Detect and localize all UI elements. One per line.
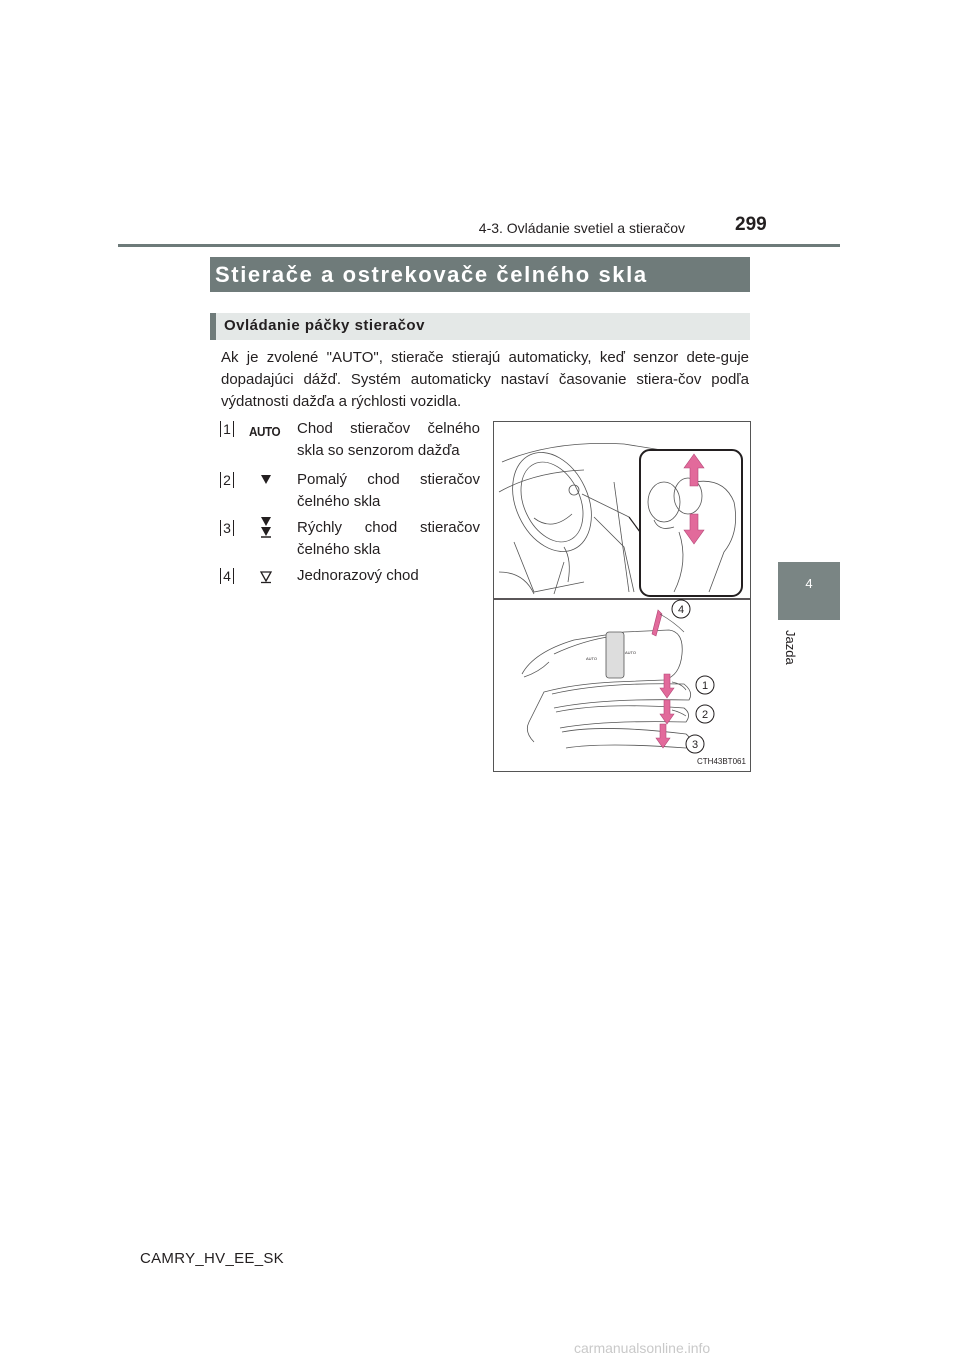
item-number-2: 2 [220,472,234,489]
lever-auto-label: AUTO [586,656,598,661]
item-number-3: 3 [220,520,234,537]
callout-4: 4 [677,604,685,616]
callout-3: 3 [691,739,699,751]
item-number-4: 4 [220,568,234,585]
subsection-accent [210,313,216,340]
header-rule [118,244,840,247]
lever-auto-label-2: AUTO [625,650,637,655]
figure-code: CTH43BT061 [697,757,746,766]
item-4-line1: Jednorazový chod [297,567,419,584]
auto-symbol: AUTO [249,424,281,439]
chapter-tab-label: Jazda [783,630,798,665]
item-3-line1: Rýchly chod stieračov [297,519,480,536]
single-down-triangle-icon [259,474,273,486]
section-reference: 4-3. Ovládanie svetiel a stieračov [478,220,685,236]
wiper-lever-figure [493,421,751,772]
callout-2: 2 [701,709,709,721]
item-1-text [297,418,480,462]
chapter-tab-number: 4 [805,576,813,591]
section-title: Stierače a ostrekovače čelného skla [215,262,648,287]
page-number: 299 [735,214,767,235]
item-1-line1: Chod stieračov čelného [297,420,480,437]
item-2-line1: Pomalý chod stieračov [297,471,480,488]
callout-1: 1 [701,680,709,692]
intro-paragraph: Ak je zvolené "AUTO", stierače stierajú automaticky, keď senzor dete-guje dopadajúci dážď. Systém automaticky nastaví časovanie stiera-čov podľa výdatnosti dažďa a rýchlosti vozidla. [221,349,749,410]
item-2-line2: čelného skla [297,493,381,510]
item-1-line2: skla so senzorom dažďa [297,442,460,459]
footer-model-code: CAMRY_HV_EE_SK [140,1250,284,1267]
item-4-text [297,565,480,587]
item-3-text [297,517,480,561]
item-2-text [297,469,480,513]
subsection-title: Ovládanie páčky stieračov [224,317,425,334]
double-down-triangle-icon [259,516,273,540]
chapter-tab [778,562,840,620]
figure-drawing [494,422,750,771]
item-number-1: 1 [220,421,234,438]
outline-down-triangle-icon [259,570,273,584]
watermark: carmanualsonline.info [574,1340,711,1356]
chapter-tab-label-wrap [770,630,810,670]
item-3-line2: čelného skla [297,541,381,558]
